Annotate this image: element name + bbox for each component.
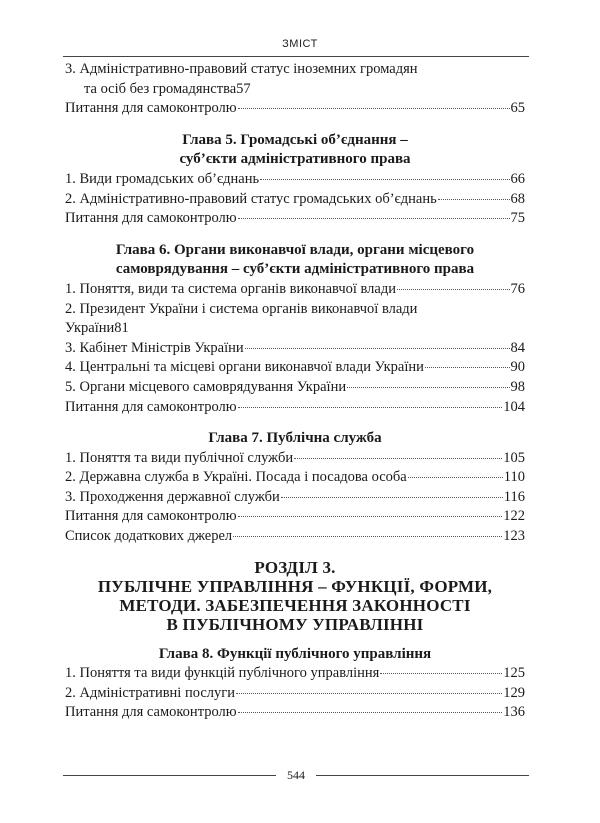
- toc-entry-title: 2. Адміністративні послуги: [65, 684, 235, 701]
- toc-entry-page: 110: [503, 469, 525, 486]
- toc-entry-page: 116: [503, 488, 525, 505]
- toc-entry[interactable]: [65, 378, 525, 398]
- toc-entry[interactable]: [65, 190, 525, 210]
- toc-entry-page: 105: [503, 449, 525, 466]
- toc-entry-title-cont: та осіб без громадянства: [84, 80, 237, 97]
- toc-entry-title: 2. Адміністративно-правовий статус громадських об’єднань: [65, 190, 437, 207]
- toc-entry[interactable]: [65, 99, 525, 119]
- toc-entry[interactable]: [65, 60, 525, 99]
- toc-entry[interactable]: [65, 468, 525, 488]
- page-footer: [63, 768, 529, 782]
- header-rule: [63, 56, 529, 57]
- toc-entry-page: 98: [510, 378, 525, 395]
- chapter-heading-line: Глава 5. Громадські об’єднання –: [182, 131, 408, 148]
- toc-entry-page: 136: [503, 704, 525, 721]
- dot-leader: [233, 536, 502, 537]
- table-of-contents: [65, 60, 525, 723]
- footer-rule-right: [316, 775, 529, 776]
- dot-leader: [380, 673, 502, 674]
- toc-entry[interactable]: [65, 339, 525, 359]
- toc-entry[interactable]: [65, 280, 525, 300]
- toc-entry-page: 90: [510, 359, 525, 376]
- chapter-heading-line: самоврядування – суб’єкти адміністративного права: [115, 261, 475, 278]
- toc-entry-title: 5. Органи місцевого самоврядування України: [65, 378, 347, 395]
- toc-entry-page: 123: [503, 528, 525, 545]
- toc-entry-title: 1. Поняття, види та система органів виконавчої влади: [65, 280, 396, 297]
- toc-entry[interactable]: [65, 398, 525, 418]
- toc-entry[interactable]: [65, 507, 525, 527]
- chapter-heading-line: суб’єкти адміністративного права: [179, 151, 411, 168]
- toc-entry[interactable]: [65, 209, 525, 229]
- toc-entry-title: 4. Центральні та місцеві органи виконавчої влади України: [65, 359, 424, 376]
- dot-leader: [281, 497, 503, 498]
- toc-entry-title: Питання для самоконтролю: [65, 210, 237, 227]
- toc-entry-title: 1. Види громадських об’єднань: [65, 170, 260, 187]
- toc-entry-title: Питання для самоконтролю: [65, 398, 237, 415]
- dot-leader: [294, 458, 502, 459]
- dot-leader: [238, 407, 503, 408]
- toc-entry-page: 129: [503, 684, 525, 701]
- toc-entry-title: 3. Проходження державної служби: [65, 488, 280, 505]
- toc-entry[interactable]: [65, 358, 525, 378]
- toc-entry[interactable]: [65, 300, 525, 339]
- toc-entry-title: 3. Кабінет Міністрів України: [65, 339, 244, 356]
- toc-entry-title: Питання для самоконтролю: [65, 704, 237, 721]
- dot-leader: [238, 712, 503, 713]
- toc-entry-page: 125: [503, 665, 525, 682]
- toc-entry-page: 76: [510, 280, 525, 297]
- toc-entry-page: 68: [510, 190, 525, 207]
- section-heading: [65, 558, 525, 634]
- dot-leader: [397, 289, 510, 290]
- toc-entry[interactable]: [65, 488, 525, 508]
- toc-entry[interactable]: [65, 170, 525, 190]
- toc-entry-title: Питання для самоконтролю: [65, 508, 237, 525]
- toc-entry[interactable]: [65, 449, 525, 469]
- section-heading-line: ПУБЛІЧНЕ УПРАВЛІННЯ – ФУНКЦІЇ, ФОРМИ,: [97, 576, 493, 596]
- dot-leader: [238, 108, 510, 109]
- section-heading-line: РОЗДІЛ 3.: [254, 557, 336, 577]
- toc-entry-page: 104: [503, 398, 525, 415]
- toc-entry-title: Список додаткових джерел: [65, 528, 233, 545]
- toc-entry-page: 122: [503, 508, 525, 525]
- dot-leader: [347, 387, 509, 388]
- toc-entry-page: 65: [510, 100, 525, 117]
- chapter-heading-line: Глава 6. Органи виконавчої влади, органи місцевого: [115, 241, 475, 258]
- chapter-heading: [65, 131, 525, 170]
- chapter-heading: [65, 241, 525, 280]
- toc-entry-page: 84: [510, 339, 525, 356]
- running-head: ЗМІСТ: [282, 38, 318, 50]
- toc-entry-title: 2. Державна служба в Україні. Посада і посадова особа: [65, 469, 407, 486]
- dot-leader: [425, 367, 510, 368]
- toc-entry[interactable]: [65, 684, 525, 704]
- toc-entry-title: Питання для самоконтролю: [65, 100, 237, 117]
- toc-entry[interactable]: [65, 703, 525, 723]
- dot-leader: [260, 179, 509, 180]
- toc-entry-title: 2. Президент України і система органів виконавчої влади: [65, 300, 418, 317]
- toc-entry[interactable]: [65, 527, 525, 547]
- dot-leader: [238, 218, 510, 219]
- section-heading-line: В ПУБЛІЧНОМУ УПРАВЛІННІ: [166, 614, 424, 634]
- toc-entry[interactable]: [65, 664, 525, 684]
- section-heading-line: МЕТОДИ. ЗАБЕЗПЕЧЕННЯ ЗАКОННОСТІ: [119, 595, 471, 615]
- toc-entry-page: 75: [510, 210, 525, 227]
- toc-entry-page: 81: [114, 320, 129, 337]
- dot-leader: [408, 477, 503, 478]
- chapter-heading: Глава 8. Функції публічного управління: [158, 645, 432, 662]
- toc-entry-title: 1. Поняття та види функцій публічного управління: [65, 665, 380, 682]
- dot-leader: [438, 199, 510, 200]
- toc-entry-title-cont: України: [65, 320, 115, 337]
- page-number: 544: [287, 768, 305, 782]
- dot-leader: [245, 348, 510, 349]
- toc-entry-title: 1. Поняття та види публічної служби: [65, 449, 294, 466]
- dot-leader: [238, 516, 503, 517]
- dot-leader: [236, 693, 502, 694]
- toc-entry-page: 66: [510, 170, 525, 187]
- toc-entry-title: 3. Адміністративно-правовий статус іноземних громадян: [65, 61, 418, 77]
- chapter-heading: Глава 7. Публічна служба: [208, 430, 382, 447]
- toc-entry-page: 57: [236, 80, 251, 97]
